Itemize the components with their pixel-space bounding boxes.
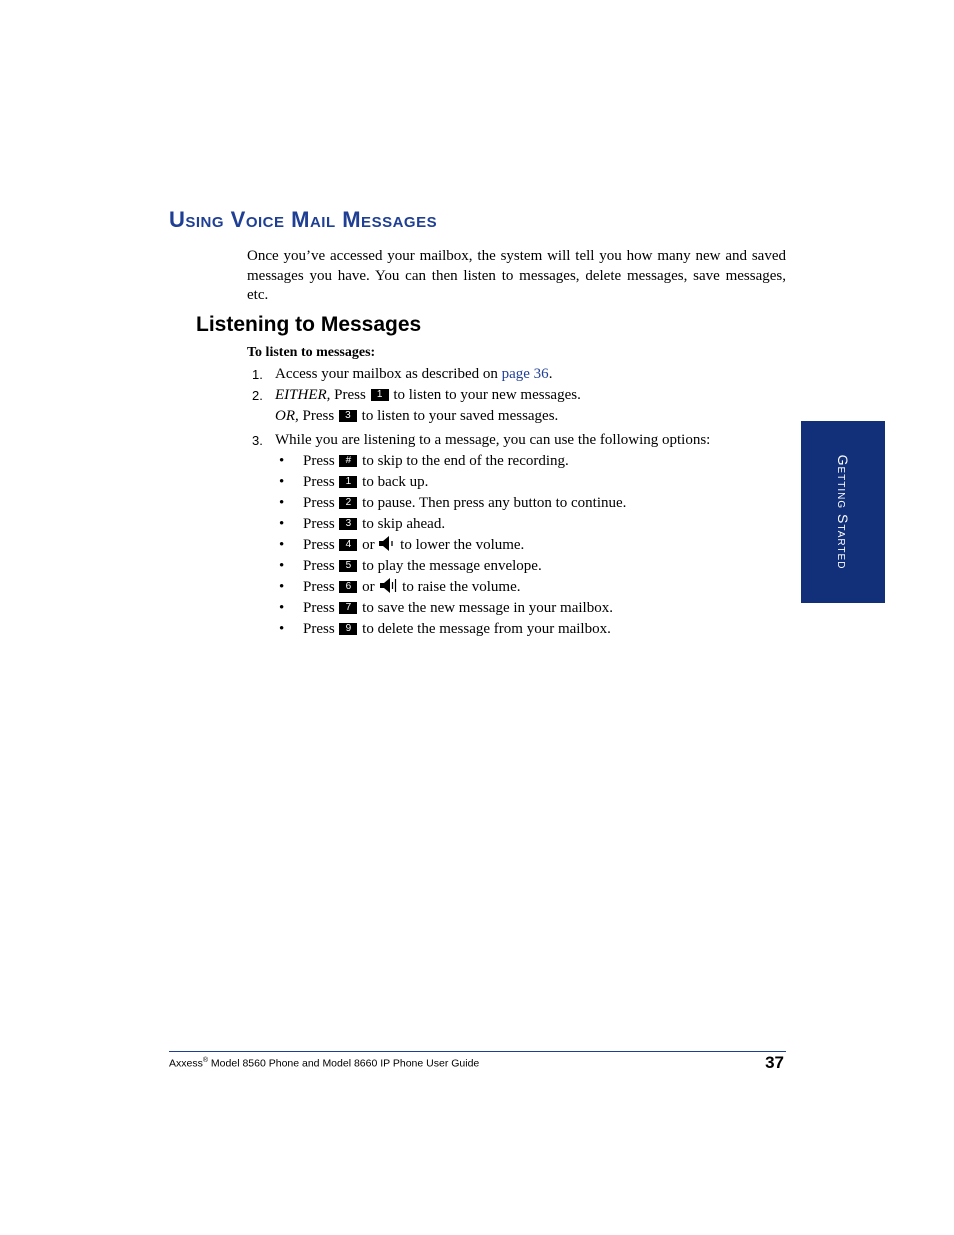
or-label: or — [362, 537, 375, 553]
intro-paragraph: Once you’ve accessed your mailbox, the system will tell you how many new and saved messages you have. You can then listen to messages, delete messages, save messages, etc. — [247, 248, 786, 303]
option-text: to raise the volume. — [402, 579, 521, 595]
bullet: • — [279, 558, 285, 574]
or-label: or — [362, 579, 375, 595]
list-item — [303, 619, 611, 640]
footer-brand: Axxess — [169, 1057, 203, 1070]
volume-down-icon — [378, 535, 396, 552]
key-icon: 4 — [339, 539, 357, 551]
registered-mark: ® — [202, 1057, 209, 1064]
key-icon: 7 — [339, 602, 357, 614]
page-link[interactable]: page 36 — [501, 366, 549, 382]
step-text: to listen to your saved messages. — [361, 408, 559, 424]
press-label: Press — [303, 474, 335, 490]
list-item — [303, 577, 520, 598]
section-title: Using Voice Mail Messages — [169, 207, 438, 232]
page-number: 37 — [765, 1053, 784, 1072]
press-label: Press — [303, 600, 335, 616]
press-label: Press — [334, 387, 366, 403]
key-icon: 6 — [339, 581, 357, 593]
step-1 — [275, 364, 552, 385]
press-label: Press — [303, 558, 335, 574]
bullet: • — [279, 516, 285, 532]
option-text: to play the message envelope. — [362, 558, 542, 574]
press-label: Press — [303, 621, 335, 637]
procedure-title: To listen to messages: — [247, 345, 376, 360]
step-text: While you are listening to a message, you can use the following options: — [275, 432, 711, 448]
step-text: to listen to your new messages. — [393, 387, 581, 403]
press-label: Press — [303, 579, 335, 595]
step-number: 3. — [252, 433, 263, 448]
volume-up-icon — [378, 577, 398, 594]
footer-title — [169, 1054, 479, 1071]
option-text: to pause. Then press any button to continue. — [362, 495, 627, 511]
list-item — [303, 535, 524, 556]
chapter-tab — [801, 421, 885, 603]
key-icon: 1 — [371, 389, 389, 401]
subheading: Listening to Messages — [196, 313, 422, 336]
press-label: Press — [303, 537, 335, 553]
key-icon: 9 — [339, 623, 357, 635]
option-text: to skip to the end of the recording. — [362, 453, 569, 469]
key-icon: 3 — [339, 410, 357, 422]
list-item — [303, 598, 613, 619]
list-item — [303, 451, 569, 472]
list-item — [303, 514, 445, 535]
list-item — [303, 556, 542, 577]
key-icon: 2 — [339, 497, 357, 509]
key-icon: 5 — [339, 560, 357, 572]
footer-guide-title: Model 8560 Phone and Model 8660 IP Phone User Guide — [208, 1057, 480, 1070]
step-end: . — [548, 366, 553, 382]
either-label: EITHER, — [275, 387, 331, 403]
option-text: to lower the volume. — [400, 537, 525, 553]
chapter-tab-label: Getting Started — [835, 454, 851, 570]
option-text: to skip ahead. — [362, 516, 446, 532]
option-text: to save the new message in your mailbox. — [362, 600, 613, 616]
option-text: to delete the message from your mailbox. — [362, 621, 611, 637]
bullet: • — [279, 495, 285, 511]
step-3 — [275, 430, 710, 451]
key-icon: 1 — [339, 476, 357, 488]
key-icon: # — [339, 455, 357, 467]
press-label: Press — [303, 495, 335, 511]
or-label: OR, — [275, 408, 299, 424]
bullet: • — [279, 474, 285, 490]
list-item — [303, 493, 626, 514]
key-icon: 3 — [339, 518, 357, 530]
press-label: Press — [303, 516, 335, 532]
step-2 — [275, 385, 581, 406]
list-item — [303, 472, 428, 493]
step-text: Access your mailbox as described on — [275, 366, 502, 382]
footer-rule — [169, 1051, 786, 1052]
bullet: • — [279, 453, 285, 469]
press-label: Press — [302, 408, 335, 424]
step-number: 1. — [252, 367, 263, 382]
bullet: • — [279, 621, 285, 637]
bullet: • — [279, 537, 285, 553]
bullet: • — [279, 600, 285, 616]
press-label: Press — [303, 453, 335, 469]
option-text: to back up. — [362, 474, 429, 490]
step-2-or — [275, 406, 558, 427]
step-number: 2. — [252, 388, 263, 403]
bullet: • — [279, 579, 285, 595]
